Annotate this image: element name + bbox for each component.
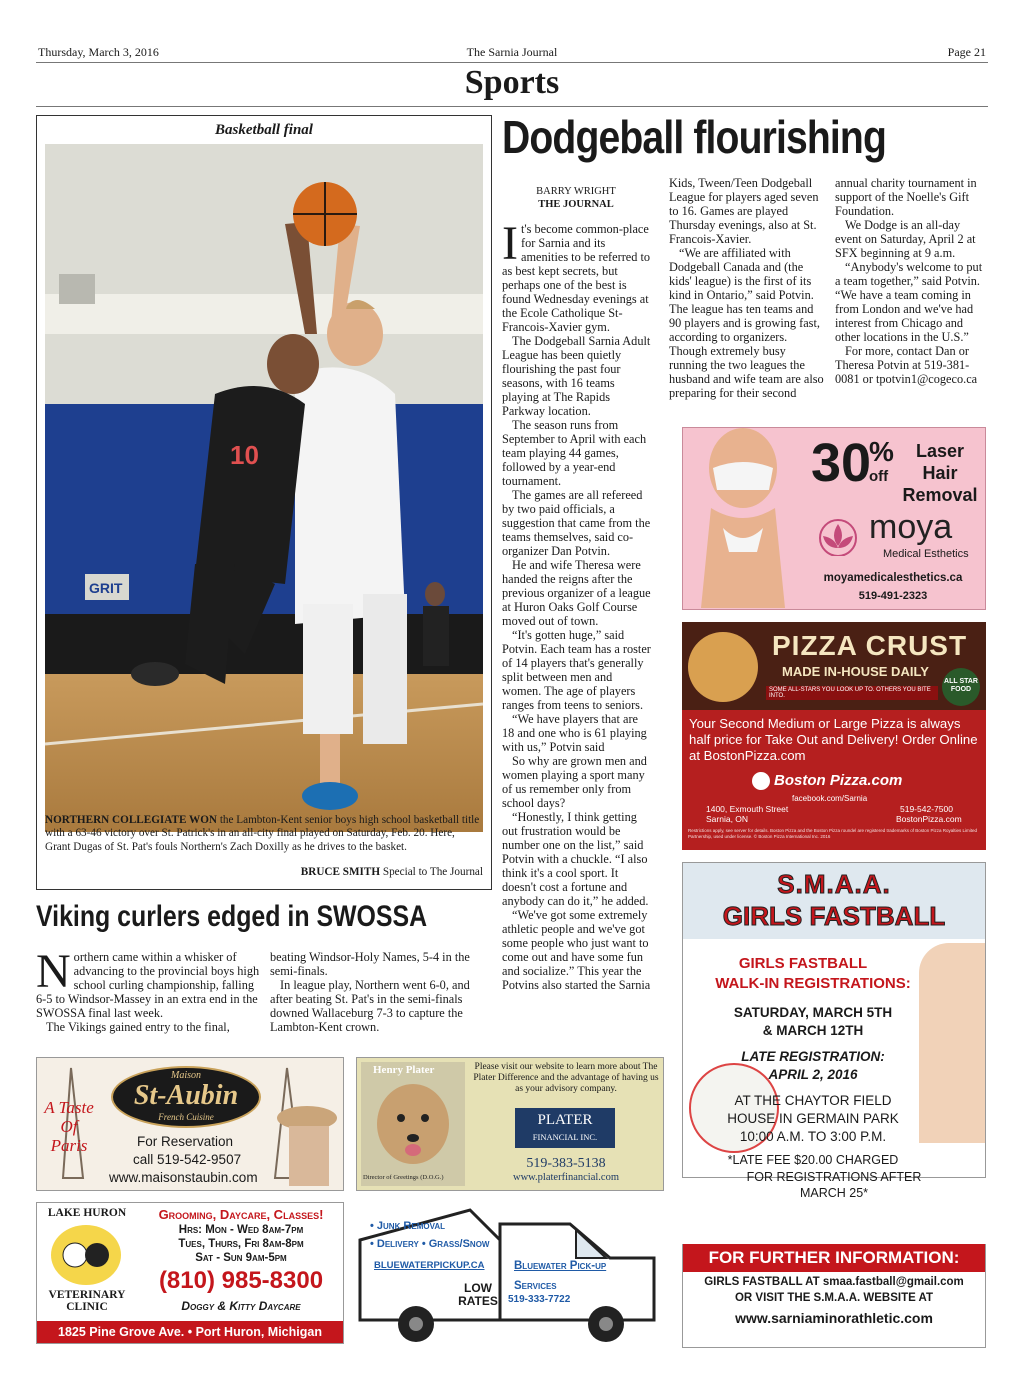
caption-lead: NORTHERN COLLEGIATE WON [45,814,218,826]
dodgeball-col-1 [502,217,652,992]
moya-line: Hair [922,463,958,483]
truck-rates-label: RATES [458,1294,498,1308]
dodgeball-col-3 [835,176,987,386]
dropcap: N [36,945,71,998]
smaa-late-1: LATE REGISTRATION: [741,1049,885,1064]
smaa-loc-3: 10:00 A.M. TO 3:00 P.M. [739,1129,887,1144]
paragraph: t's become common-place for Sarnia and its amenities to be referred to as best kept secrets, but perhaps one of the best is found Wednesday evenings at the Ecole Catholique St-Francois-Xavier gym. [502,222,651,334]
moya-off: off [869,468,889,485]
moya-percent: 30 [811,433,872,493]
plater-site[interactable]: www.platerfinancial.com [512,1172,620,1183]
taste-line: Paris [50,1136,88,1155]
smaa-site[interactable]: www.sarniaminorathletic.com [735,1310,933,1326]
curling-col-2 [270,950,484,1034]
credit-text: Special to The Journal [380,866,483,878]
boston-pizza-ad[interactable] [682,622,986,850]
st-aubin-call: call 519-542-9507 [133,1152,242,1167]
paragraph: So why are grown men and women playing a sport many of us remember only from school days? [502,754,647,810]
smaa-late-2: APRIL 2, 2016 [768,1067,858,1082]
moya-pct-sign: % [869,436,894,467]
st-aubin-site[interactable]: www.maisonstaubin.com [109,1170,258,1185]
photo-box [36,115,492,890]
vet-hours-line: Sat - Sun 9am-5pm [195,1252,287,1264]
plater-phone: 519-383-5138 [526,1156,606,1171]
wall-sign: GRIT [89,580,123,596]
vet-name-1: LAKE HURON [47,1207,127,1219]
moya-sub: Medical Esthetics [883,548,969,560]
truck-site[interactable]: BLUEWATERPICKUP.CA [374,1260,485,1271]
pizza-facebook[interactable]: facebook.com/Sarnia [792,794,868,803]
jersey-number: 10 [230,440,259,470]
dodgeball-col-2 [669,176,825,400]
paragraph: Kids, Tween/Teen Dodgeball League for players aged seven to 16. Games are played Thursday evenings, also at St. Francois-Xavier. [669,176,819,246]
paragraph: “We are affiliated with Dodgeball Canada and (the kids' league) is the first of its kind in Ontario,” said Potvin. The league has ten teams and 90 players and is growing fast, according to organizers. Though extremely busy running the two leagues the husband and wife team are also preparing for their second [669,246,824,400]
vet-phone: (810) 985-8300 [158,1267,324,1294]
vet-daycare: Doggy & Kitty Daycare [181,1299,301,1313]
byline [502,185,650,211]
moya-brand: moya [869,508,953,546]
pizza-address-2: Sarnia, ON [706,814,749,824]
paragraph: The Dodgeball Sarnia Adult League has been quietly flourishing the past four seasons, with 16 teams playing at The Rapids Parkway location. [502,334,651,418]
page-number: Page 21 [947,45,986,59]
paragraph: “We've got some extremely athletic people and we've got some people who just want to come out and have some fun and socialize.” This year the Potvins also started the Sarnia [502,908,651,992]
smaa-fastball-ad[interactable] [682,862,986,1178]
paragraph: The season runs from September to April with each team playing 44 games, followed by a year-end tournament. [502,418,647,488]
photo-label: Basketball final [215,122,313,138]
curling-col-1 [36,945,260,1034]
boston-pizza-logo-icon [752,772,770,790]
plater-name: Henry Plater [373,1064,435,1076]
smaa-date-1: SATURDAY, MARCH 5TH [733,1005,893,1020]
model-figure [683,428,803,610]
st-aubin-cuisine: French Cuisine [158,1112,214,1122]
truck-low: LOW [464,1281,492,1295]
lotus-icon [813,516,863,556]
section-rule [36,106,988,107]
paragraph: beating Windsor-Holy Names, 5-4 in the semi-finals. [270,950,470,978]
byline-org: THE JOURNAL [538,199,614,210]
st-aubin-maison: Maison [171,1070,201,1081]
paragraph: For more, contact Dan or Theresa Potvin at 519-381-0081 or tpotvin1@cogeco.ca [835,344,978,386]
basketball-photo-svg [45,144,483,832]
paragraph: orthern came within a whisker of advancing to the provincial boys high school curling championship, falling 6-5 to Windsor-Massey in an extra end in the SWOSSA final last week. [36,950,260,1020]
st-aubin-taste [41,1098,97,1155]
moya-line: Removal [902,485,978,505]
vet-name-3: CLINIC [66,1301,108,1313]
pizza-subtitle: MADE IN-HOUSE DAILY [782,664,929,679]
paragraph: “It's gotten huge,” said Potvin. Each team has a roster of 14 players that's generally split between men and women. The age of players ranges from teens to seniors. [502,628,651,712]
pizza-site[interactable]: BostonPizza.com [896,814,962,824]
smaa-info: FOR FURTHER INFORMATION: [683,1244,985,1272]
pizza-phone: 519-542-7500 [900,804,953,814]
smaa-footer [682,1244,986,1348]
moya-service [897,440,983,506]
pizza-address-1: 1400, Exmouth Street [706,804,789,814]
pizza-title: PIZZA CRUST [772,630,968,661]
smaa-title-1: S.M.A.A. [777,869,891,899]
smaa-fee-3: MARCH 25* [799,1186,869,1200]
smaa-title-2: GIRLS FASTBALL [722,901,946,931]
credit-name: BRUCE SMITH [300,866,381,878]
smaa-date-2: & MARCH 12TH [762,1023,864,1038]
smaa-fee-2: FOR REGISTRATIONS AFTER [746,1170,922,1184]
vet-hours-line: Hrs: Mon - Wed 8am-7pm [178,1224,304,1236]
vet-name-2: VETERINARY [48,1289,126,1301]
paper-name: The Sarnia Journal [466,45,558,59]
dropcap: I [502,217,518,270]
dodgeball-headline: Dodgeball flourishing [502,111,887,163]
photo-caption [45,814,483,854]
moya-ad[interactable] [682,427,986,610]
smaa-loc-2: HOUSE IN GERMAIN PARK [727,1111,899,1126]
plater-dog-caption: Director of Greetings (D.O.G.) [363,1174,444,1181]
truck-brand-2: Services [514,1280,557,1292]
paragraph: “Honestly, I think getting out frustration would be number one on the list,” said Potvin with a chuckle. “I also think it's a cool sport. It doesn't cost a fortune and anybody can do it,” he added. [502,810,649,908]
moya-phone: 519-491-2323 [858,590,928,602]
smaa-sub-2: WALK-IN REGISTRATIONS: [715,975,911,992]
smaa-sub-1: GIRLS FASTBALL [738,955,868,972]
pizza-fine-print: Restrictions apply, see server for details. Boston Pizza and the Boston Pizza roundel are registered trademarks of Boston Pizza Royalties Limited Partnership, used under license. © Boston Pizza International Inc. 2016 [688,828,978,839]
maison-st-aubin-ad[interactable] [36,1057,344,1191]
issue-date: Thursday, March 3, 2016 [38,45,159,59]
moya-url[interactable]: moyamedicalesthetics.ca [823,572,963,584]
photo-credit [45,866,483,878]
st-aubin-name: St-Aubin [133,1080,239,1111]
taste-line: Of [60,1117,78,1136]
pizza-brand[interactable]: Boston Pizza.com [774,772,903,789]
vet-hours-line: Tues, Thurs, Fri 8am-8pm [178,1238,304,1250]
moya-line: Laser [915,441,965,461]
taste-line: A Taste [44,1098,94,1117]
truck-delivery: • Delivery • Grass/Snow [370,1238,490,1250]
all-star-badge: ALL STAR FOOD [942,668,980,706]
smaa-visit: OR VISIT THE S.M.A.A. WEBSITE AT [734,1292,934,1304]
paragraph: In league play, Northern went 6-0, and after beating St. Pat's in the semi-finals downed Wallaceburg 7-3 to capture the Lambton-Kent crown. [270,978,470,1034]
dog-photo [361,1062,465,1186]
paragraph: “Anybody's welcome to put a team together,” said Potvin. “We have a team coming in from London and we've had interest from Chicago and other locations in the U.S.” [835,260,983,344]
section-title: Sports [464,64,560,101]
paragraph: He and wife Theresa were handed the reigns after the previous organizer of a league at Huron Oaks Golf Course moved out of town. [502,558,651,628]
pizza-strip: SOME ALL-STARS YOU LOOK UP TO. OTHERS YOU BITE INTO. [766,686,938,700]
caption-text: the Lambton-Kent senior boys high school basketball title with a 63-46 victory over St. Patrick's in an all-city final played on Saturday, Feb. 20. Here, Grant Dugas of St. Pat's fouls Northern's Zach Doxilly as he drives to the basket. [45,814,480,853]
lake-huron-vet-ad[interactable] [36,1202,344,1344]
basketball-photo [45,144,483,832]
dog-cat-logo-icon [51,1225,121,1285]
smaa-fee-1: *LATE FEE $20.00 CHARGED [727,1153,899,1167]
paragraph: The Vikings gained entry to the final, [46,1020,230,1034]
plater-logo-2: FINANCIAL INC. [532,1132,598,1142]
plater-logo-1: PLATER [537,1112,593,1128]
smaa-email[interactable]: GIRLS FASTBALL AT smaa.fastball@gmail.com [704,1276,964,1288]
paragraph: We Dodge is an all-day event on Saturday, April 2 at SFX beginning at 9 a.m. [835,218,976,260]
pizza-offer: Your Second Medium or Large Pizza is always half price for Take Out and Delivery! Order Online at BostonPizza.com [689,716,978,763]
paragraph: “We have players that are 18 and one who is 61 playing with us,” Potvin said [502,712,647,754]
plater-financial-ad[interactable] [356,1057,664,1191]
header-rule [36,62,988,63]
vet-services: Grooming, Daycare, Classes! [158,1207,324,1222]
smaa-loc-1: AT THE CHAYTOR FIELD [734,1093,892,1108]
pizza-image [688,632,758,702]
vet-address: 1825 Pine Grove Ave. • Port Huron, Michigan [37,1321,343,1343]
truck-junk: • Junk Removal [370,1220,445,1232]
plater-text: Please visit our website to learn more about The Plater Difference and the advantage of having us as your advisory company. [473,1062,659,1094]
truck-phone: 519-333-7722 [508,1294,571,1305]
byline-name: BARRY WRIGHT [536,186,616,197]
vet-hours [141,1223,341,1265]
bluewater-pickup-ad[interactable] [356,1200,664,1346]
paragraph: annual charity tournament in support of the Noelle's Gift Foundation. [835,176,977,218]
st-aubin-reservation: For Reservation [137,1134,234,1149]
paragraph: The games are all refereed by two paid officials, a suggestion that came from the teams themselves, said co-organizer Dan Potvin. [502,488,651,558]
truck-rates [458,1282,498,1308]
curling-headline: Viking curlers edged in SWOSSA [36,900,428,933]
truck-brand-1: Bluewater Pick-up [514,1260,607,1272]
